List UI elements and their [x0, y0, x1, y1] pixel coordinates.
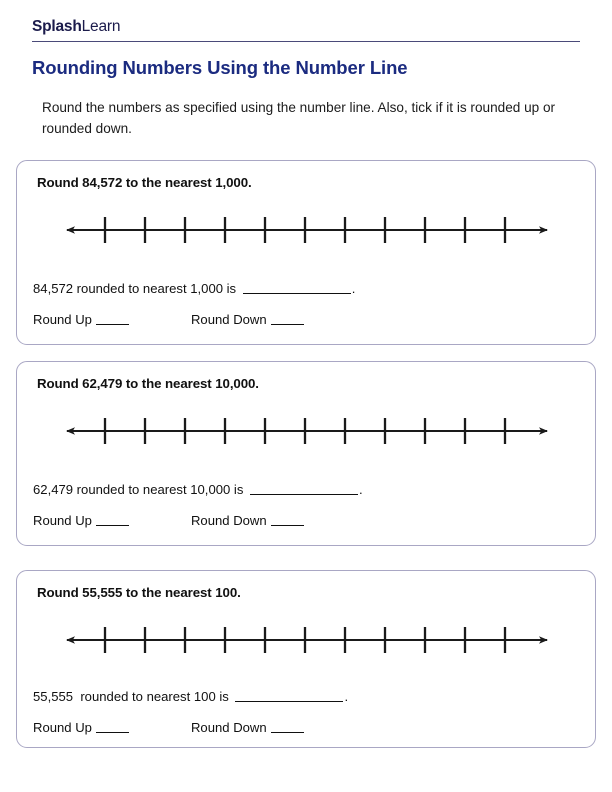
answer-suffix-2: .: [359, 482, 363, 497]
answer-sentence-1: [33, 281, 355, 296]
header-divider: [32, 41, 580, 42]
problem-title-3: Round 55,555 to the nearest 100.: [37, 585, 241, 600]
round-up-label-1: Round Up: [33, 312, 92, 327]
round-up-label-3: Round Up: [33, 720, 92, 735]
problem-card-2: [16, 361, 596, 546]
problem-title-1: Round 84,572 to the nearest 1,000.: [37, 175, 252, 190]
round-up-option-3[interactable]: [33, 720, 129, 735]
number-line-svg: [57, 619, 557, 661]
round-down-option-2[interactable]: [191, 513, 304, 528]
round-down-option-3[interactable]: [191, 720, 304, 735]
round-down-label-3: Round Down: [190, 720, 267, 735]
number-line-svg: [57, 209, 557, 251]
problem-card-3: [16, 570, 596, 748]
round-down-blank-1[interactable]: [271, 313, 304, 325]
round-down-option-1[interactable]: [191, 312, 304, 327]
logo-learn-text: Learn: [81, 18, 121, 35]
answer-sentence-3: [33, 689, 348, 704]
instructions-text: Round the numbers as specified using the number line. Also, tick if it is rounded up or rounded down.: [42, 100, 556, 136]
answer-suffix-3: .: [344, 689, 349, 704]
answer-blank-2[interactable]: [250, 482, 358, 495]
round-down-blank-2[interactable]: [271, 514, 304, 526]
answer-blank-3[interactable]: [235, 689, 343, 702]
round-down-label-1: Round Down: [190, 312, 267, 327]
problem-title-2: Round 62,479 to the nearest 10,000.: [37, 376, 259, 391]
brand-bar: [32, 12, 580, 42]
round-up-blank-3[interactable]: [96, 721, 129, 733]
tick-options-2: [33, 513, 304, 528]
number-line-2: [57, 410, 557, 452]
round-up-blank-1[interactable]: [96, 313, 129, 325]
problem-card-1: [16, 160, 596, 345]
page-title: Rounding Numbers Using the Number Line: [32, 57, 408, 78]
splashlearn-logo: [32, 18, 120, 36]
logo-splash-text: Splash: [32, 18, 82, 35]
round-up-blank-2[interactable]: [96, 514, 129, 526]
answer-blank-1[interactable]: [243, 281, 351, 294]
round-up-option-2[interactable]: [33, 513, 129, 528]
round-down-label-2: Round Down: [190, 513, 267, 528]
round-down-blank-3[interactable]: [271, 721, 304, 733]
answer-sentence-2: [33, 482, 363, 497]
tick-options-1: [33, 312, 304, 327]
answer-prompt-1: 84,572 rounded to nearest 1,000 is: [33, 281, 240, 296]
answer-prompt-3: 55,555 rounded to nearest 100 is: [33, 689, 233, 704]
round-up-option-1[interactable]: [33, 312, 129, 327]
number-line-1: [57, 209, 557, 251]
answer-prompt-2: 62,479 rounded to nearest 10,000 is: [33, 482, 248, 497]
round-up-label-2: Round Up: [33, 513, 92, 528]
answer-suffix-1: .: [351, 281, 356, 296]
number-line-svg: [57, 410, 557, 452]
number-line-3: [57, 619, 557, 661]
tick-options-3: [33, 720, 304, 735]
